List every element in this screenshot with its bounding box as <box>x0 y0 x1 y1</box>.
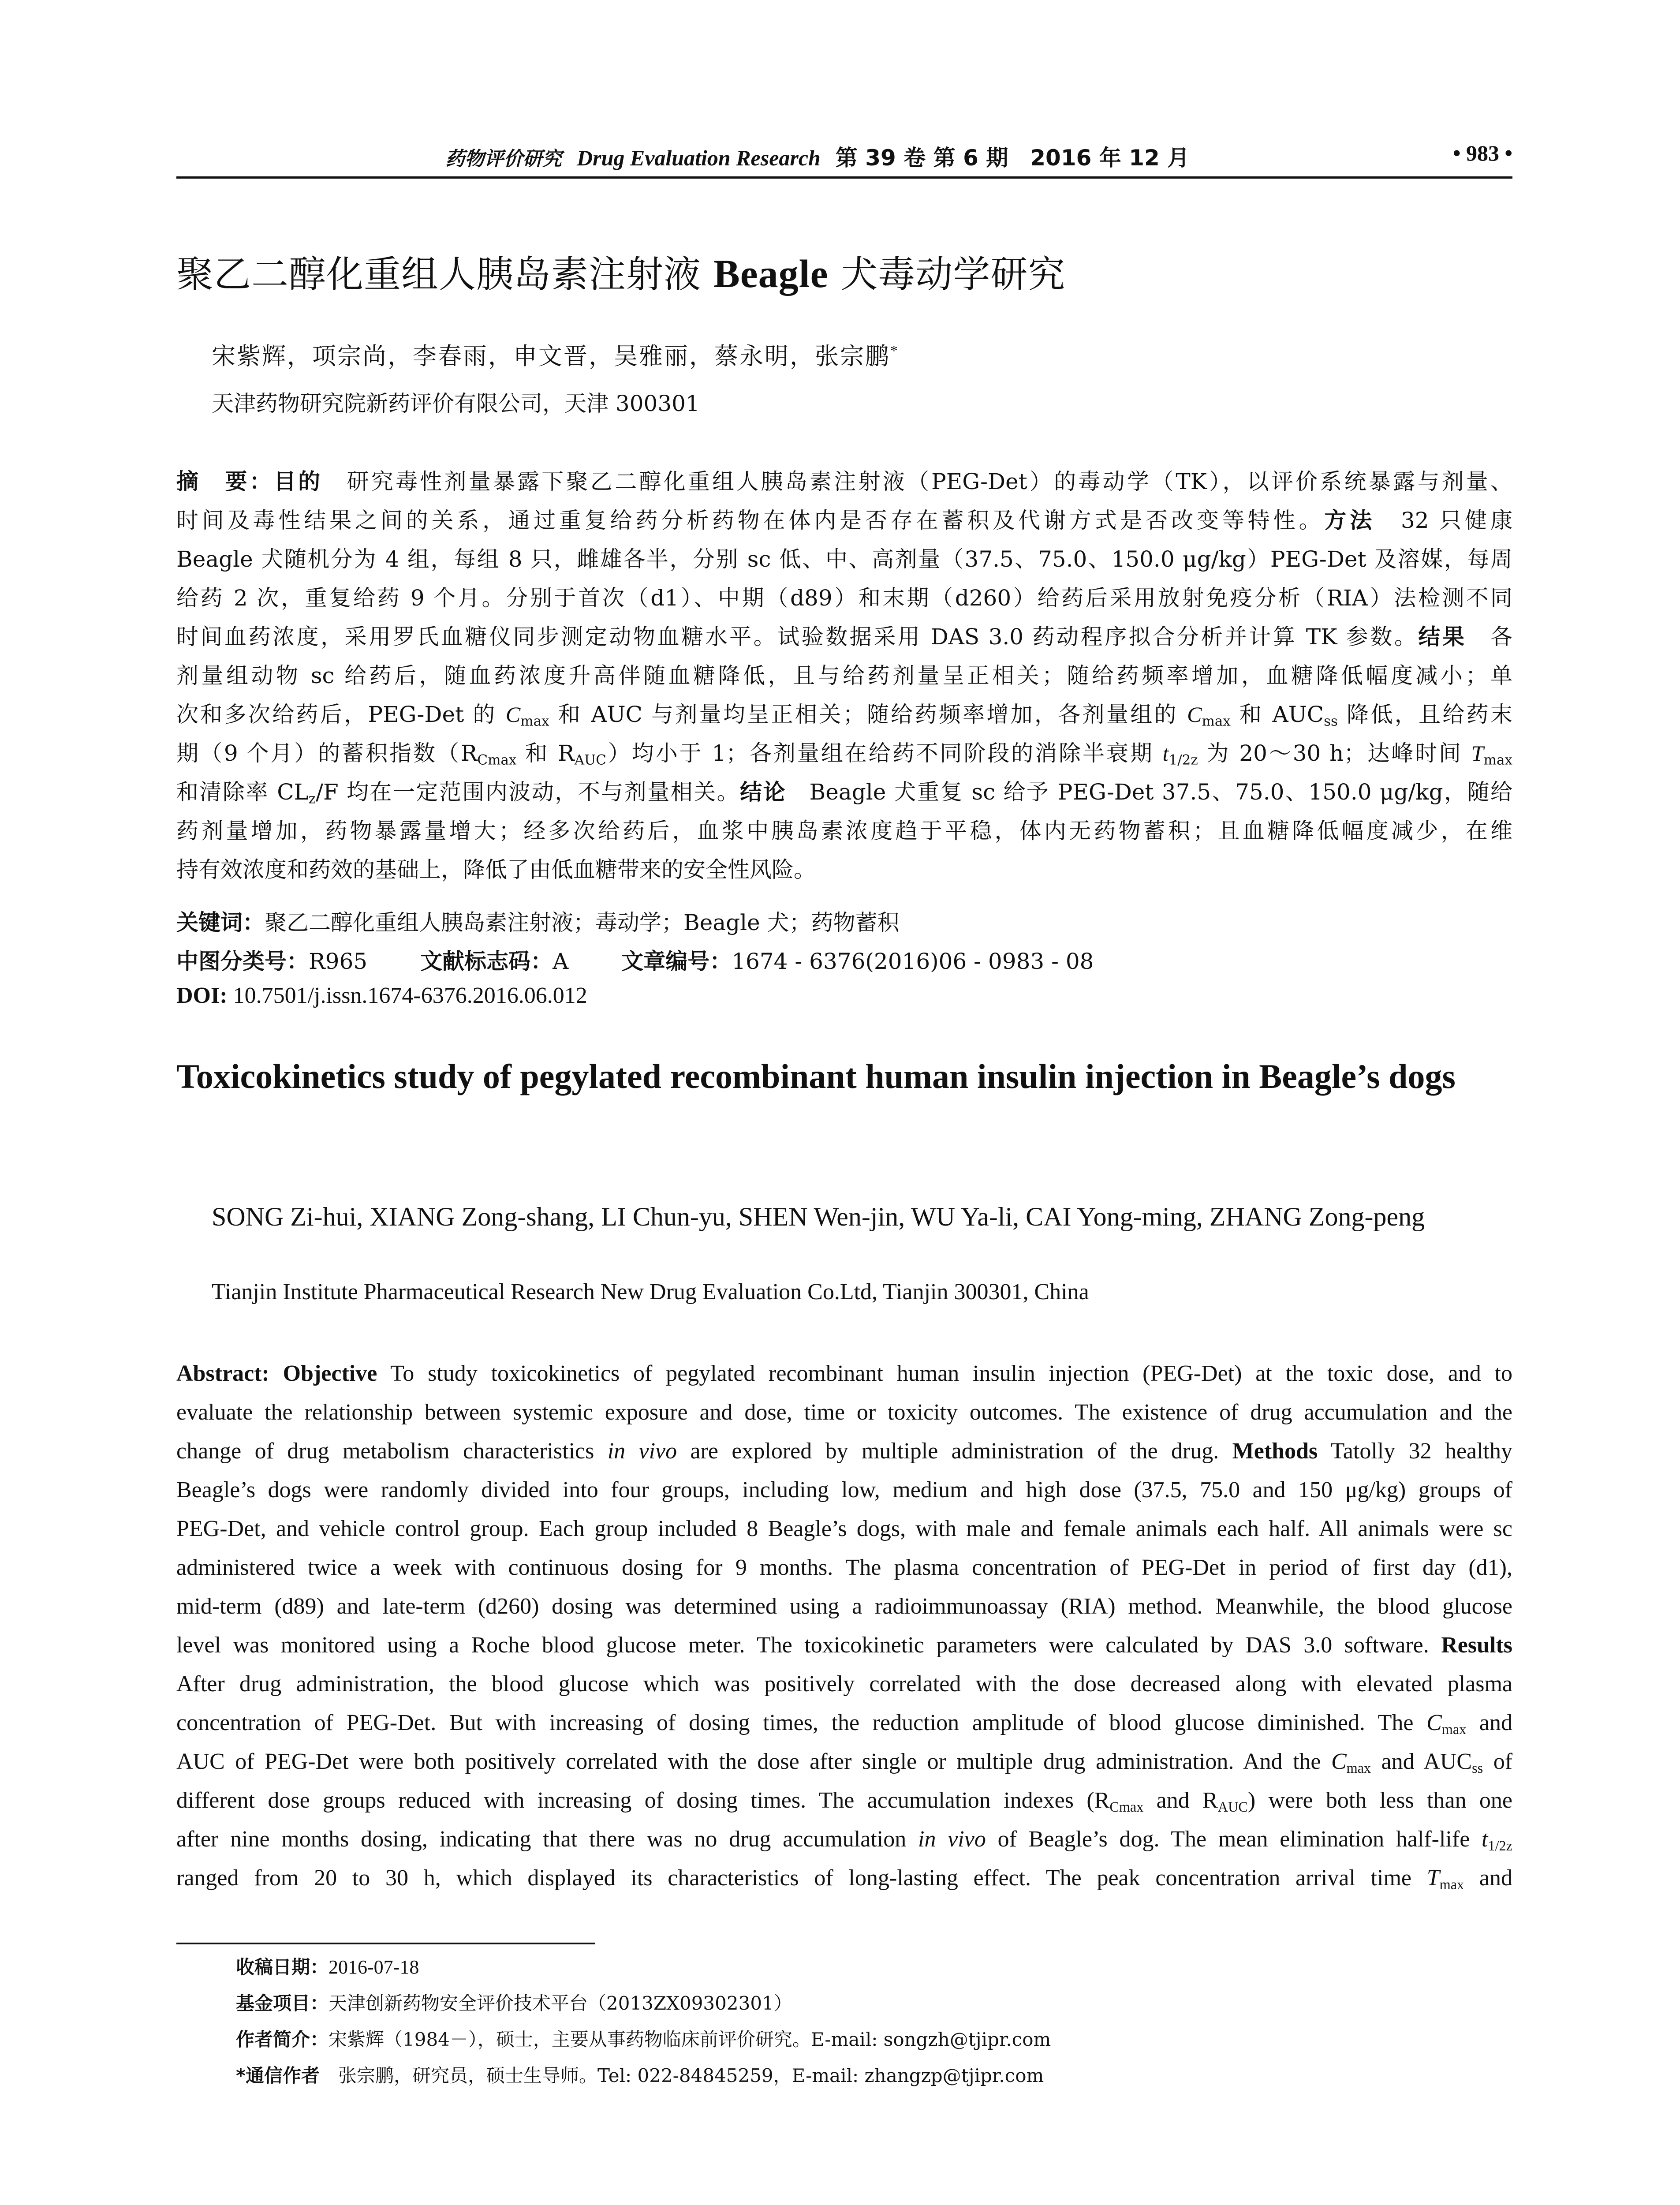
abstract-en-line: administered twice a week with continuous dosing for 9 months. The plasma concentration of PEG-Det in period of first day (d1), <box>176 1555 1512 1580</box>
abstract-cn-line: 时间血药浓度，采用罗氏血糖仪同步测定动物血糖水平。试验数据采用 DAS 3.0 药动程序拟合分析并计算 TK 参数。结果 各 <box>176 624 1513 650</box>
abstract-cn-line: 药剂量增加，药物暴露量增大；经多次给药后，血浆中胰岛素浓度趋于平稳，体内无药物蓄积；且血糖降低幅度减少，在维 <box>176 818 1512 844</box>
abstract-cn-line: 摘 要：目的 研究毒性剂量暴露下聚乙二醇化重组人胰岛素注射液（PEG-Det）的毒动学（TK），以评价系统暴露与剂量、 <box>176 469 1513 494</box>
footnote-author: 作者简介：宋紫辉（1984－），硕士，主要从事药物临床前评价研究。E-mail: songzh@tjipr.com <box>236 2029 1051 2050</box>
journal-logo-cn: 药物评价研究 <box>445 148 562 170</box>
abstract-en-line: different dose groups reduced with increasing of dosing times. The accumulation indexes ($R_{Cmax}$ and $R_{AUC}$) were both less than one <box>176 1788 1513 1815</box>
abstract-en-line: evaluate the relationship between systemic exposure and dose, time or toxicity outcomes. The existence of drug accumulation and the <box>176 1400 1512 1425</box>
abstract-cn-line: 给药 2 次，重复给药 9 个月。分别于首次（d1）、中期（d89）和末期（d260）给药后采用放射免疫分析（RIA）法检测不同 <box>176 585 1512 611</box>
abstract-cn-line: Beagle 犬随机分为 4 组，每组 8 只，雌雄各半，分别 sc 低、中、高剂量（37.5、75.0、150.0 μg/kg）PEG-Det 及溶媒，每周 <box>176 546 1512 572</box>
page-number: • 983 • <box>1452 141 1512 165</box>
title-cn: 聚乙二醇化重组人胰岛素注射液 Beagle 犬毒动学研究 <box>176 252 1066 296</box>
abstract-en-line: After drug administration, the blood glucose which was positively correlated with the dose decreased along with elevated plasma <box>176 1671 1512 1697</box>
doi-line: DOI: 10.7501/j.issn.1674-6376.2016.06.012 <box>176 983 587 1008</box>
volume-issue-date: 第 39 卷 第 6 期 2016 年 12 月 <box>835 145 1190 171</box>
abstract-en-line: change of drug metabolism characteristics in vivo are explored by multiple administration of the drug. Methods Tatolly 32 healthy <box>176 1439 1513 1464</box>
running-header <box>445 140 1261 172</box>
abstract-cn-line: 时间及毒性结果之间的关系，通过重复给药分析药物在体内是否存在蓄积及代谢方式是否改变等特性。方法 32 只健康 <box>176 508 1513 533</box>
footnote-fund: 基金项目：天津创新药物安全评价技术平台（2013ZX09302301） <box>236 1992 792 2014</box>
abstract-en-line: ranged from 20 to 30 h, which displayed its characteristics of long-lasting effect. The peak concentration arrival time $T_{max}$ and <box>176 1865 1512 1893</box>
classification-line: 中图分类号：R965 文献标志码：A 文章编号：1674 - 6376(2016)06 - 0983 - 08 <box>176 949 1094 974</box>
abstract-cn-line: 期（9 个月）的蓄积指数（$R_{Cmax}$ 和 $R_{AUC}$）均小于 1；各剂量组在给药不同阶段的消除半衰期 $t_{1/2z}$ 为 20～30 h；达峰时间 $T_{max}$ <box>176 740 1512 768</box>
keywords-cn: 关键词：聚乙二醇化重组人胰岛素注射液；毒动学；Beagle 犬；药物蓄积 <box>176 910 900 935</box>
abstract-en-line: level was monitored using a Roche blood glucose meter. The toxicokinetic parameters were calculated by DAS 3.0 software. Results <box>176 1633 1512 1658</box>
authors-en: SONG Zi-hui, XIANG Zong-shang, LI Chun-yu, SHEN Wen-jin, WU Ya-li, CAI Yong-ming, ZHANG Zong-peng <box>212 1202 1425 1231</box>
affiliation-en: Tianjin Institute Pharmaceutical Research New Drug Evaluation Co.Ltd, Tianjin 300301, China <box>212 1279 1089 1304</box>
footnote-rule <box>176 1943 595 1944</box>
footnote-received: 收稿日期：2016-07-18 <box>236 1956 419 1978</box>
abstract-en-line: AUC of PEG-Det were both positively correlated with the dose after single or multiple drug administration. And the $C_{max}$ and $AUC_{ss}$ of <box>176 1749 1513 1776</box>
abstract-cn-line: 次和多次给药后，PEG-Det 的 $C_{max}$ 和 AUC 与剂量均呈正相关；随给药频率增加，各剂量组的 $C_{max}$ 和 $AUC_{ss}$ 降低，且给药末 <box>176 702 1512 729</box>
abstract-en-line: concentration of PEG-Det. But with increasing of dosing times, the reduction amplitude of blood glucose diminished. The $C_{max}$ and <box>176 1710 1512 1738</box>
abstract-en-line: PEG-Det, and vehicle control group. Each group included 8 Beagle’s dogs, with male and female animals each half. All animals were sc <box>176 1516 1512 1541</box>
abstract-en-line: after nine months dosing, indicating that there was no drug accumulation in vivo of Beagle’s dog. The mean elimination half-life $t_{1/2z}$ <box>176 1827 1512 1854</box>
abstract-en-line: Abstract: Objective To study toxicokinetics of pegylated recombinant human insulin injection (PEG-Det) at the toxic dose, and to <box>176 1361 1513 1386</box>
authors-cn: 宋紫辉，项宗尚，李春雨，申文晋，吴雅丽，蔡永明，张宗鹏* <box>212 342 899 370</box>
corresponding-mark: * <box>890 342 899 359</box>
abstract-cn-line: 和清除率 $CL_z/F$ 均在一定范围内波动，不与剂量相关。结论 Beagle 犬重复 sc 给予 PEG-Det 37.5、75.0、150.0 μg/kg，随给 <box>176 779 1513 807</box>
header-rule <box>176 176 1512 179</box>
journal-name-en: Drug Evaluation Research <box>577 146 821 170</box>
affiliation-cn: 天津药物研究院新药评价有限公司，天津 300301 <box>212 391 700 416</box>
abstract-cn-line: 剂量组动物 sc 给药后，随血药浓度升高伴随血糖降低，且与给药剂量呈正相关；随给药频率增加，血糖降低幅度减小；单 <box>176 663 1512 688</box>
title-en: Toxicokinetics study of pegylated recombinant human insulin injection in Beagle’s dogs <box>176 1057 1456 1095</box>
abstract-cn-line: 持有效浓度和药效的基础上，降低了由低血糖带来的安全性风险。 <box>176 857 816 882</box>
abstract-en-line: Beagle’s dogs were randomly divided into four groups, including low, medium and high dose (37.5, 75.0 and 150 μg/kg) groups of <box>176 1477 1512 1502</box>
footnote-corresponding: *通信作者 张宗鹏，研究员，硕士生导师。Tel: 022-84845259，E-mail: zhangzp@tjipr.com <box>236 2065 1044 2086</box>
abstract-en-line: mid-term (d89) and late-term (d260) dosing was determined using a radioimmunoassay (RIA) method. Meanwhile, the blood glucose <box>176 1594 1512 1619</box>
